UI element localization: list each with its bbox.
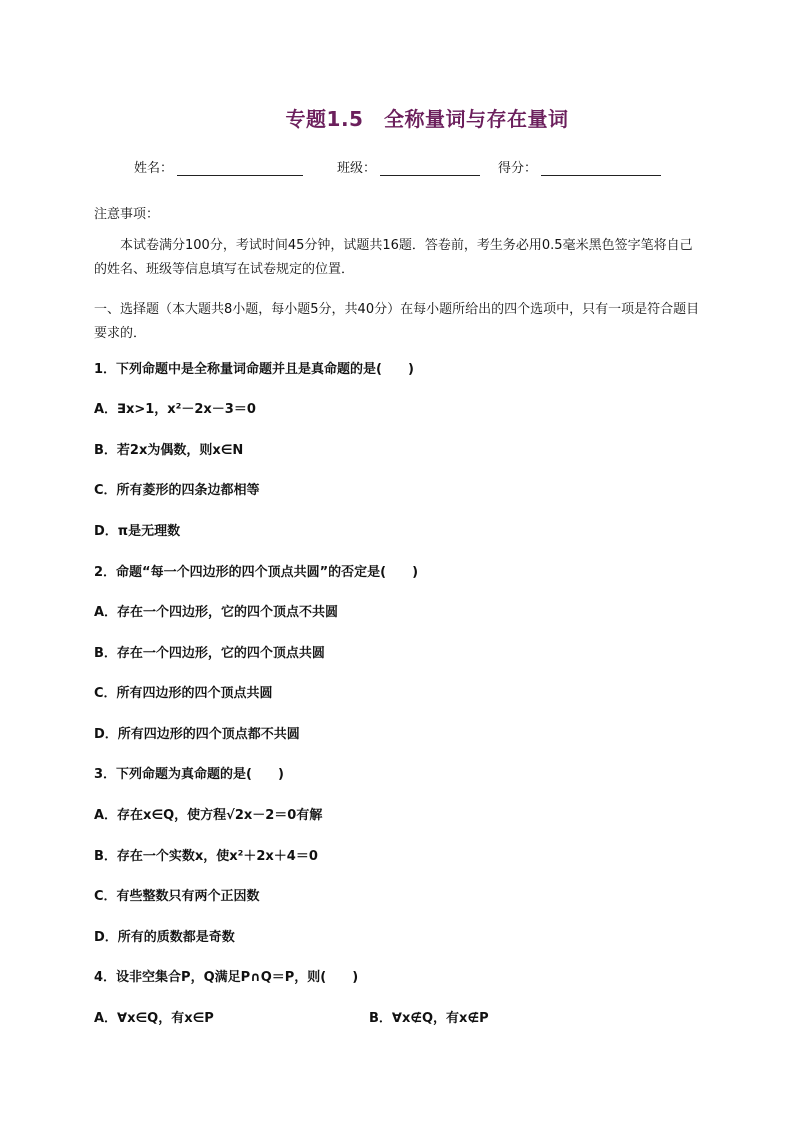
question-4-option-a[interactable]: A．∀x∈Q，有x∈P <box>94 1011 214 1026</box>
score-label: 得分： <box>498 161 538 176</box>
question-4-option-b[interactable]: B．∀x∉Q，有x∉P <box>369 1011 489 1026</box>
question-1-option-c[interactable]: C．所有菱形的四条边都相等 <box>94 483 260 498</box>
question-1-stem: 1．下列命题中是全称量词命题并且是真命题的是( ) <box>94 362 414 377</box>
section-heading: 一、选择题（本大题共8小题，每小题5分，共40分）在每小题所给出的四个选项中，只有一项是符合题目要求的． <box>94 302 700 341</box>
question-3-option-c[interactable]: C．有些整数只有两个正因数 <box>94 889 260 904</box>
question-2-stem: 2．命题“每一个四边形的四个顶点共圆”的否定是( ) <box>94 565 419 580</box>
class-field <box>337 157 480 176</box>
question-2-option-a[interactable]: A．存在一个四边形，它的四个顶点不共圆 <box>94 605 339 620</box>
question-3-stem: 3．下列命题为真命题的是( ) <box>94 767 284 782</box>
score-field <box>498 157 661 176</box>
question-1-option-a[interactable]: A．∃x>1，x²－2x－3＝0 <box>94 402 256 417</box>
name-blank[interactable] <box>177 161 303 176</box>
student-info-row <box>0 157 794 177</box>
question-1-option-d[interactable]: D．π是无理数 <box>94 524 181 539</box>
question-1-option-b[interactable]: B．若2x为偶数，则x∈N <box>94 443 244 458</box>
question-4-stem: 4．设非空集合P，Q满足P∩Q＝P，则( ) <box>94 970 359 985</box>
class-label: 班级： <box>337 161 377 176</box>
name-label: 姓名： <box>134 161 174 176</box>
question-2-option-b[interactable]: B．存在一个四边形，它的四个顶点共圆 <box>94 646 325 661</box>
question-3-option-b[interactable]: B．存在一个实数x，使x²＋2x＋4＝0 <box>94 849 318 864</box>
score-blank[interactable] <box>541 161 661 176</box>
question-2-option-d[interactable]: D．所有四边形的四个顶点都不共圆 <box>94 727 300 742</box>
question-3-option-a[interactable]: A．存在x∈Q，使方程√2x－2＝0有解 <box>94 808 323 823</box>
question-3-option-d[interactable]: D．所有的质数都是奇数 <box>94 930 235 945</box>
class-blank[interactable] <box>380 161 480 176</box>
question-2-option-c[interactable]: C．所有四边形的四个顶点共圆 <box>94 686 273 701</box>
notice-heading: 注意事项： <box>94 207 160 222</box>
notice-body: 本试卷满分100分，考试时间45分钟，试题共16题．答卷前，考生务必用0.5毫米黑色签字笔将自己的姓名、班级等信息填写在试卷规定的位置． <box>94 238 693 277</box>
name-field <box>134 157 303 176</box>
page-title: 专题1.5 全称量词与存在量词 <box>285 107 569 131</box>
